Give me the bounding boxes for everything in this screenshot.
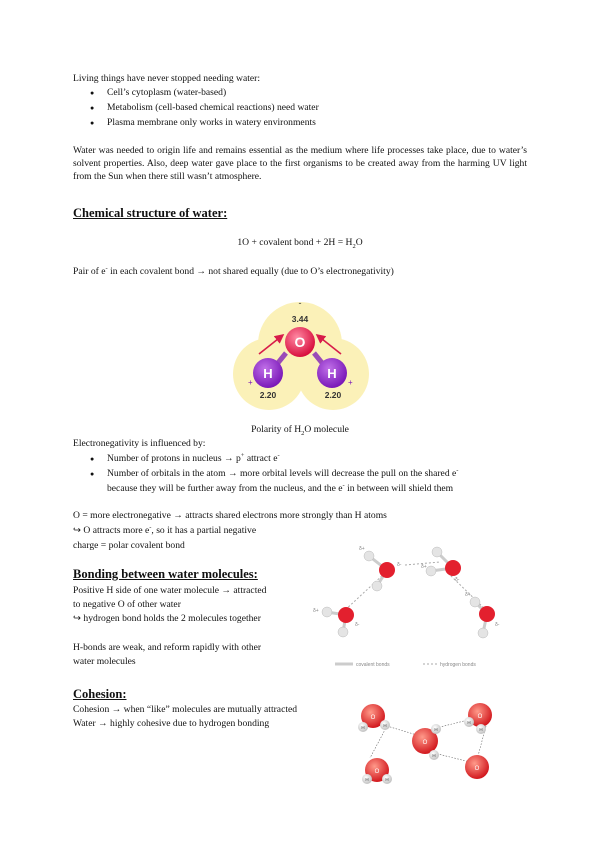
svg-text:H: H — [432, 753, 436, 758]
svg-text:O: O — [422, 740, 428, 746]
bonding-line-5: water molecules — [73, 656, 136, 667]
legend-hydrogen: hydrogen bonds — [440, 662, 476, 668]
svg-text:δ-: δ- — [355, 622, 360, 628]
oxygen-partial-negative: - — [298, 298, 302, 308]
cohesion-heading: Cohesion: — [73, 687, 127, 701]
water-oxygen-2 — [445, 560, 461, 576]
intro-bullet-2: ● Metabolism (cell-based chemical reactions) need water — [107, 102, 319, 115]
legend-covalent: covalent bonds — [356, 662, 390, 668]
oxygen-electronegative-line: O = more electronegative → attracts shared electrons more strongly than H atoms — [73, 510, 387, 521]
svg-text:H: H — [383, 723, 387, 728]
water-polarity-diagram — [226, 292, 374, 418]
hydrogen-bonding-diagram — [305, 540, 530, 672]
bonding-line-4: H-bonds are weak, and reform rapidly with other — [73, 642, 262, 653]
oxygen-electronegativity: 3.44 — [291, 314, 309, 324]
cohesion-line-2: Water → highly cohesive due to hydrogen bonding — [73, 718, 270, 729]
svg-text:δ+: δ+ — [465, 592, 471, 598]
svg-text:O: O — [474, 766, 480, 772]
bonding-line-1: Positive H side of one water molecule → attracted — [73, 585, 267, 596]
svg-text:δ-: δ- — [495, 622, 500, 628]
water-oxygen-4 — [479, 606, 495, 622]
electronegativity-title: Electronegativity is influenced by: — [73, 438, 206, 449]
influence-bullet-1: ● Number of protons in nucleus → p+ attract e- — [107, 453, 280, 466]
svg-text:H: H — [467, 720, 471, 725]
oxygen-attracts-line: ↪ O attracts more e-, so it has a partial negative — [73, 523, 257, 536]
svg-text:δ-: δ- — [455, 577, 460, 583]
influence-bullet-2-continued: because they will be further away from the nucleus, and the e- in between will shield them — [107, 481, 454, 494]
bonding-heading: Bonding between water molecules: — [73, 567, 258, 581]
water-oxygen-1 — [379, 562, 395, 578]
bonding-line-3: ↪ hydrogen bond holds the 2 molecules together — [73, 613, 261, 624]
svg-text:δ-: δ- — [397, 562, 402, 568]
hydrogen-left-partial-positive: + — [248, 378, 253, 387]
svg-text:δ+: δ+ — [313, 608, 319, 614]
polar-bond-line: charge = polar covalent bond — [73, 540, 185, 551]
hydrogen-label-left: H — [263, 366, 273, 381]
intro-bullet-3: ● Plasma membrane only works in watery environments — [107, 117, 316, 130]
intro-bullet-1: ● Cell’s cytoplasm (water-based) — [107, 87, 226, 100]
hydrogen-left-electronegativity: 2.20 — [259, 390, 277, 400]
svg-text:O: O — [374, 769, 380, 775]
cohesion-line-1: Cohesion → when “like” molecules are mutually attracted — [73, 704, 298, 715]
svg-text:δ+: δ+ — [359, 546, 365, 552]
water-oxygen-3 — [338, 607, 354, 623]
intro-paragraph: Water was needed to origin life and remains essential as the medium where life processes take place, due to water’s solvent properties. Also, deep water gave place to the first organisms to be created away from the harming UV light from the Sun when there still wasn’t atmosphere. — [73, 145, 527, 182]
chemical-heading: Chemical structure of water: — [73, 206, 228, 220]
oxygen-label: O — [294, 334, 306, 350]
intro-title: Living things have never stopped needing water: — [73, 73, 261, 84]
cohesion-diagram — [350, 698, 530, 786]
svg-text:δ+: δ+ — [421, 564, 427, 570]
svg-text:H: H — [434, 727, 438, 732]
svg-text:O: O — [477, 714, 483, 720]
svg-text:H: H — [479, 727, 483, 732]
hydrogen-right-partial-positive: + — [348, 378, 353, 387]
electron-pair-line: Pair of e- in each covalent bond → not shared equally (due to O’s electronegativity) — [73, 264, 394, 277]
chemical-equation: 1O + covalent bond + $2H = H_2O$ — [237, 237, 363, 250]
svg-text:O: O — [370, 715, 376, 721]
hydrogen-right-electronegativity: 2.20 — [324, 390, 342, 400]
svg-text:H: H — [385, 777, 389, 782]
svg-text:H: H — [365, 777, 369, 782]
influence-bullet-2: ● Number of orbitals in the atom → more orbital levels will decrease the pull on the shared e- — [107, 468, 458, 481]
svg-text:H: H — [361, 725, 365, 730]
diagram-caption: Polarity of $H_2O$ molecule — [251, 424, 349, 437]
bonding-line-2: to negative O of other water — [73, 599, 181, 610]
hydrogen-label-right: H — [327, 366, 337, 381]
